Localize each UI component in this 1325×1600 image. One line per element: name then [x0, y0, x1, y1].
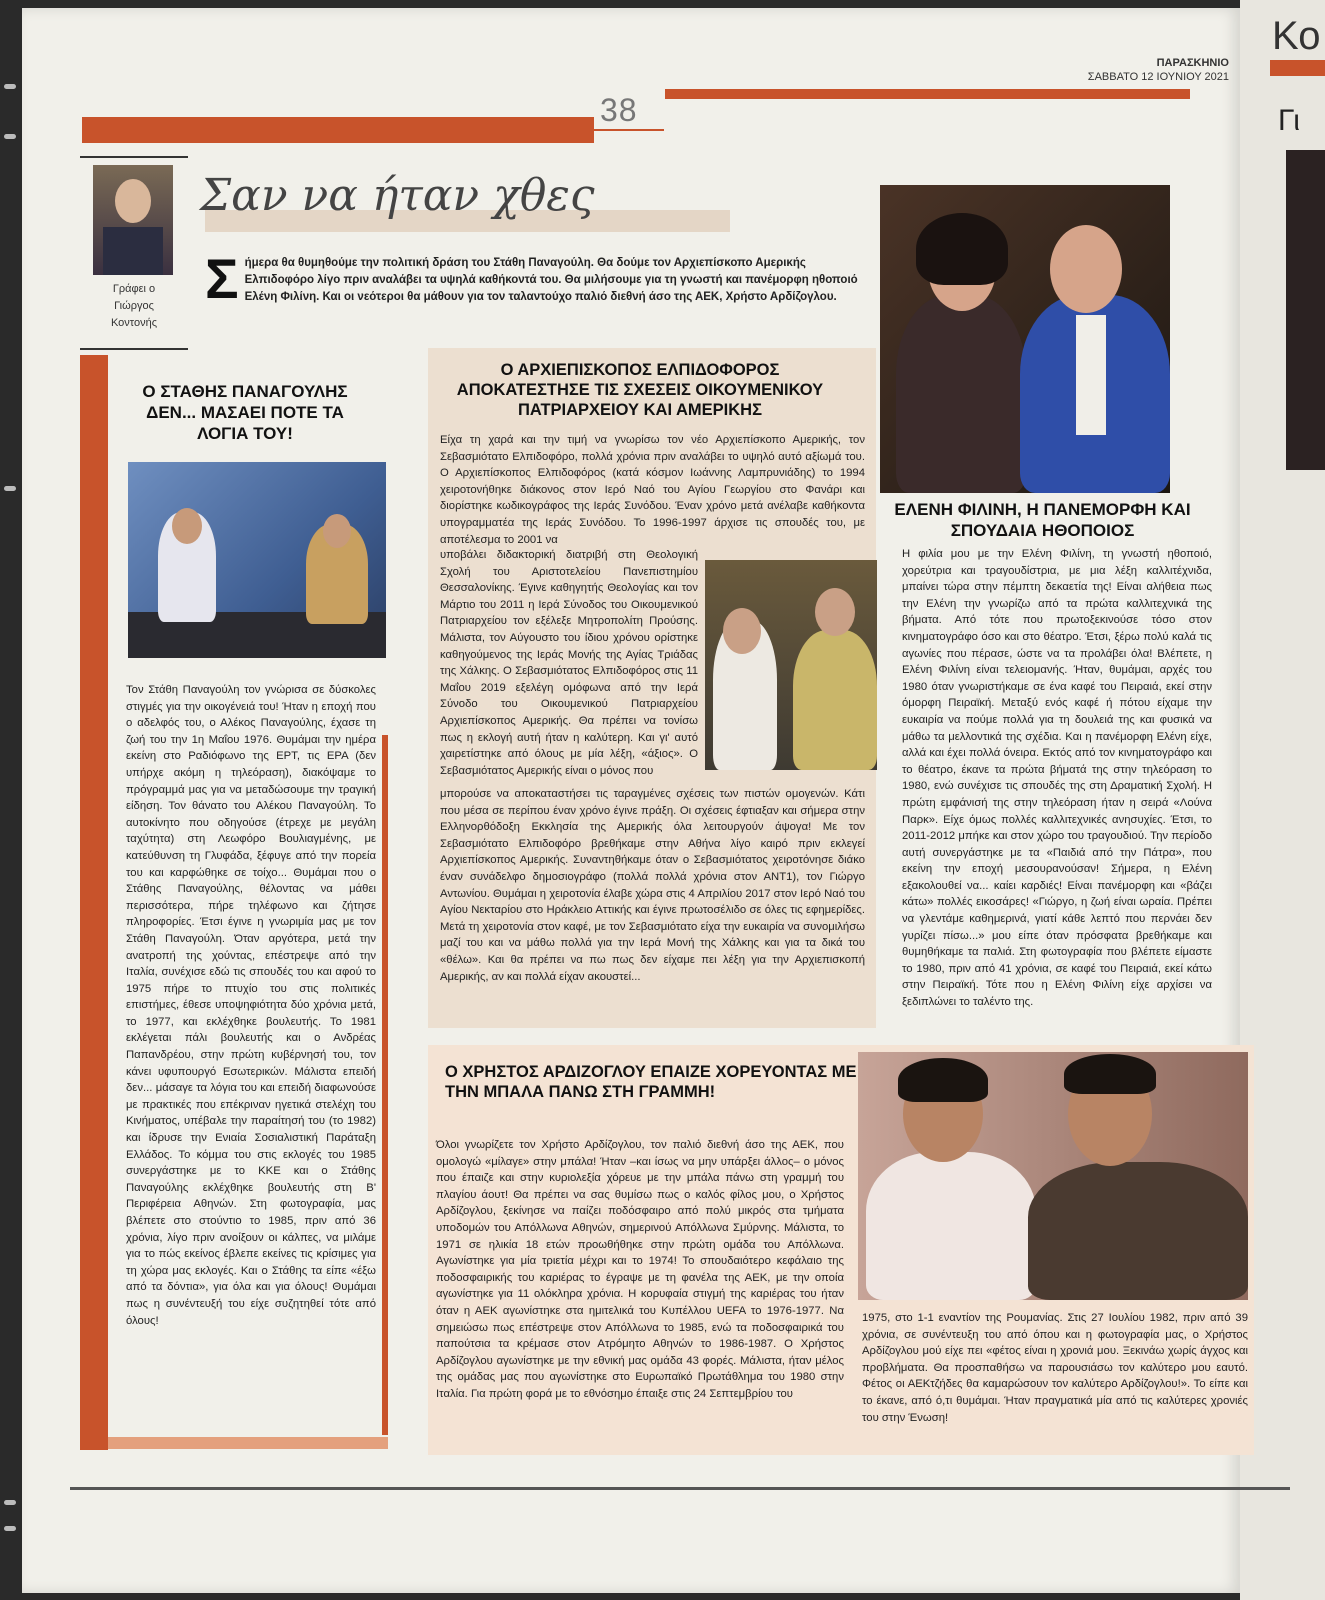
facing-page-accent-bar [1270, 60, 1325, 76]
facing-page-heading-fragment: Κο [1272, 14, 1321, 58]
header-rule-right [665, 89, 1190, 99]
article2-body-bottom: μπορούσε να αποκαταστήσει τις ταραγμένες σχέσεις των πιστών ομογενών. Κάτι που μέσα σε περίπου έναν χρόνο έγινε πράξη. Οι σχέσεις έφτιαξαν και σήμερα στην Ελληνορθόδοξη Εκκλησία της Αμερικής όλα λειτουργούν άψογα! Με τον Σεβασμιότατο Ελπιδοφόρο βρεθήκαμε στην Αθήνα λίγο καιρό πριν εκλεγεί Αρχιεπίσκοπος Αμερικής. Συναντηθήκαμε όταν ο Σεβασμιότατος χειροτόνησε διάκο έναν συνάδελφο δημοσιογράφο (πολλά πολλά χρόνια στον ΑΝΤ1), τον Γιώργο Αντωνίου. Θυμάμαι η χειροτονία έλαβε χώρα στις 4 Απριλίου 2017 στον Ιερό Ναό του Αγίου Νεκταρίου στο Ηράκλειο Αττικής και έγινε πρωτοσέλιδο σε όλες τις εφημερίδες. Μετά τη χειροτονία στον καφέ, με τον Σεβασμιότατο είχα την ευκαιρία να συνομιλήσω μαζί του και να μάθω πολλά για την Ιερά Μονή της Χάλκης και για τα δικά του «θέλω». Και θα πρέπει να πω πως δεν είχαμε πει λέξη για την Αρχιεπισκοπή Αμερικής, αν και πολλά είχαν ακουστεί... [440, 788, 865, 983]
article1-headline: Ο ΣΤΑΘΗΣ ΠΑΝΑΓΟΥΛΗΣ ΔΕΝ... ΜΑΣΑΕΙ ΠΟΤΕ ΤΑ ΛΟΓΙΑ ΤΟΥ! [142, 382, 348, 443]
man-head [1050, 225, 1122, 313]
person-left-hair [898, 1058, 988, 1102]
article2-body-side: υποβάλει διδακτορική διατριβή στη Θεολογική Σχολή του Αριστοτελείου Πανεπιστημίου Θεσσαλονίκης. Έγινε καθηγητής Θεολογίας και τον Μάρτιο του 2011 η Ιερά Σύνοδος του Οικουμενικού Πατριαρχείου τον εξέλεξε Μητροπολίτη Προύσης. Μάλιστα, τον Αύγουστο του ίδιου χρόνου ορίστηκε καθηγούμενος της Ιεράς Μονής της Αγίας Τριάδας της Χάλκης. Ο Σεβασμιότατος Ελπιδοφόρος στις 11 Μαΐου 2019 εξελέγη ομόφωνα από την Ιερά Σύνοδο του Οικουμενικού Πατριαρχείου Αρχιεπίσκοπος Αμερικής. Θα πρέπει να τονίσω πως η εκλογή αυτή ήταν η καλύτερη. Και γι' αυτό χαιρετίστηκε από όλους με μία λέξη, «άξιος». Ο Σεβασμιότατος Αμερικής είναι ο μόνος που [440, 549, 698, 777]
person-left-head [723, 608, 761, 654]
article2-photo-archbishop [705, 560, 877, 770]
facing-page-text-fragment: Γι [1278, 104, 1300, 137]
author-face [115, 179, 151, 223]
person-left [866, 1152, 1036, 1300]
article4-body-left: Όλοι γνωρίζετε τον Χρήστο Αρδίζογλου, τον παλιό διεθνή άσο της ΑΕΚ, που ομολογώ «μίλαγε» στην μπάλα! Ήταν –και ίσως να μην υπάρξει άλλος– ο μόνος που έπαιζε και στην κυριολεξία χόρευε με την μπάλα πάνω στη γραμμή του πλαγίου άουτ! Θα πρέπει να σας θυμίσω πως ο καλός φίλος μου, ο Χρήστος Αρδίζογλου, ξεκίνησε να παίζει ποδόσφαιρο από πολύ μικρός στα τμήματα υποδομών του Απόλλωνα Αθηνών, σημερινού Απόλλωνα Σμύρνης. Μάλιστα, το 1971 σε ηλικία 18 ετών προωθήθηκε στην πρώτη ομάδα του Απόλλωνα. Αγωνίστηκε για μία τριετία μέχρι και το 1974! Το σπουδαιότερο κεφάλαιο της ποδοσφαιρικής του καριέρας το έγραψε με τη φανέλα της ΑΕΚ, με την οποία αγωνίστηκε για 11 ολόκληρα χρόνια. Η κορυφαία στιγμή της καριέρας του ήταν όταν η ΑΕΚ αγωνίστηκε στα ημιτελικά του Κυπέλλου UEFA το 1976-1977. Να σημειώσω πως επέστρεψε στον Απόλλωνα το 1985, ενώ τα ποδοσφαιρικά του παπούτσια τα κρέμασε στον Ατρόμητο Αθηνών το 1986-1987. Ο Χρήστος Αρδίζογλου αγωνίστηκε με την εθνική μας ομάδα 43 φορές. Μάλιστα, ήταν μέλος της ομάδας μας που αγωνίστηκε στο Ευρωπαϊκό Πρωτάθλημα του 1980 στην Ιταλία. Για πρώτη φορά με το εθνόσημο έπαιξε στις 24 Σεπτεμβρίου του [436, 1139, 844, 1400]
frame-bar-right [382, 735, 388, 1435]
article4-headline: Ο ΧΡΗΣΤΟΣ ΑΡΔΙΖΟΓΛΟΥ ΕΠΑΙΖΕ ΧΟΡΕΥΟΝΤΑΣ ΜΕ ΤΗΝ ΜΠΑΛΑ ΠΑΝΩ ΣΤΗ ΓΡΑΜΜΗ! [445, 1063, 857, 1101]
frame-bar-left [80, 355, 108, 1450]
facing-page-photo [1286, 150, 1325, 470]
person-right-head [323, 514, 351, 548]
person-right-vestments [793, 630, 877, 770]
woman [896, 295, 1026, 493]
page-header [1088, 56, 1229, 84]
article4-photo-ardizoglou [858, 1052, 1248, 1300]
article3-body: Η φιλία μου με την Ελένη Φιλίνη, τη γνωστή ηθοποιό, χορεύτρια και τραγουδίστρια, με μια λέξη καλλιτέχνιδα, μπαίνει τώρα στην πέμπτη δεκαετία της! Είναι αλήθεια πως την Ελένη την γνωρίζω από τα πρώτα καλλιτεχνικά της βήματα. Από τότε που πρωτοξεκινούσε τόσο στον κινηματογράφο όσο και στο θέατρο. Έτσι, ξέρω πολύ καλά τις αγωνίες που πέρασε, ώστε να τα προλάβει όλα! Βλέπετε, η Ελένη Φιλίνη είναι τελειομανής. Ήταν, θυμάμαι, αρχές του 1980 όταν γνωριστήκαμε σε ένα καφέ του Πειραιά, εκεί στην όμορφη Πειραϊκή. Μεταξύ ενός καφέ ή πότου είχαμε την ευκαιρία να πούμε πολλά για τη δουλειά της και φυσικά να μάθω τα μελλοντικά της σχέδια. Και η πανέμορφη Ελένη είχε, αλλά και έχει πολλά όνειρα. Εκτός από τον κινηματογράφο και το θέατρο, έκανε τα πρώτα βήματά της στην τηλεόραση το 1980, ενώ συνέχισε τις σπουδές της στη Δραματική Σχολή. Η πρώτη εμφάνισή της στην τηλεόραση ήταν η σειρά «Λούνα Παρκ». Είχε όμως πολλές καλλιτεχνικές ανησυχίες. Έτσι, το 2011-2012 μπήκε και στον χώρο του τραγουδιού. Την περίοδο αυτή συνεργάστηκε με τα «Παιδιά από την Πάτρα», που εκείνη την εποχή μεσουρανούσαν! Σήμερα, η Ελένη εξακολουθεί να... καίει καρδιές! Είναι πανέμορφη και «βάζει κάτω» πολλές εικοσάρες! «Γιώργο, η ζωή είναι ωραία. Πρέπει να γλεντάμε καθημερινά, γιατί κάθε λεπτό που περνάει δεν γυρίζει πίσω...» μου είπε όταν πρόσφατα βρεθήκαμε και θυμηθήκαμε τα παλιά. Στη φωτογραφία που βλέπετε είμαστε το 1980, πριν από 41 χρόνια, σε καφέ του Πειραιά, εκεί κάτω στην Πειραϊκή. Τότε που η Ελένη Φιλίνη είχε αρχίσει να ξεδιπλώνει το ταλέντο της. [902, 548, 1212, 1009]
article4-body-right: 1975, στο 1-1 εναντίον της Ρουμανίας. Στις 27 Ιουλίου 1982, πριν από 39 χρόνια, σε συνέντευξη του από όπου και η φωτογραφία μας, ο Χρήστος Αρδίζογλου μού είχε πει «φέτος είναι η χρονιά μου. Ξεκινάω χωρίς άγχος και προβλήματα. Θα προσπαθήσω να παρουσιάσω τον καλύτερο μου εαυτό. Φέτος οι ΑΕΚτζήδες θα καμαρώσουν τον καλύτερο Αρδίζογλου!». Το είπε και το έκανε, από ό,τι θυμάμαι. Ήταν πραγματικά μία από τις καλύτερες χρονιές του στην Ένωση! [862, 1312, 1248, 1424]
person-left-head [172, 508, 202, 544]
author-suit [103, 227, 163, 275]
author-caption-line: Γιώργος [114, 300, 154, 312]
header-rule-thin [594, 129, 664, 131]
column-title: Σαν να ήταν χθες [200, 170, 595, 221]
page-bottom-rule [70, 1487, 1290, 1490]
header-rule-left [82, 117, 594, 143]
article1-photo-tv-studio [128, 462, 386, 658]
article1-body: Τον Στάθη Παναγούλη τον γνώρισα σε δύσκολες στιγμές για την οικογένειά του! Ήταν η εποχή που ο αδελφός του, ο Αλέκος Παναγούλης, έχασε τη ζωή του την 1η Μαΐου 1976. Θυμάμαι την ημέρα εκείνη στο Ραδιόφωνο της ΕΡΤ, τις ΕΡΑ (δεν υπήρχε ακόμη η τηλεόραση), διακόψαμε το πρόγραμμά μας για να μεταδώσουμε την τραγική είδηση. Τον θάνατο του Αλέκου Παναγούλη. Το αυτοκίνητο που οδηγούσε (έτρεχε με μεγάλη ταχύτητα) στη Λεωφόρο Βουλιαγμένης, με κατεύθυνση τη Γλυφάδα, ξέφυγε από την πορεία του και καρφώθηκε σε τοίχο... Θυμάμαι που ο Στάθης Παναγούλης, θέλοντας να μάθει περισσότερα, πήρε τηλέφωνο και ζήτησε πληροφορίες. Έτσι έγινε η γνωριμία μας με τον Στάθη Παναγούλη. Όταν αργότερα, μετά την ανατροπή της χούντας, επέστρεψε από την Ιταλία, συνέχισε εδώ τις σπουδές του και αφού το 1975 πήρε το πτυχίο του στις πολιτικές επιστήμες, έθεσε υποψηφιότητα δύο χρόνια μετά, το 1977, και εκλέχθηκε βουλευτής. Το 1981 εκλέγεται πάλι βουλευτής και ο Ανδρέας Παπανδρέου, στην πρώτη κυβέρνησή του, τον κάνει υφυπουργό Εσωτερικών. Μάλιστα επειδή δεν... μάσαγε τα λόγια του και επειδή διαφωνούσε με πρακτικές που επέκριναν ηγετικά στελέχη του Κινήματος, υπέβαλε την παραίτησή του (το 1982) και ίδρυσε την Ενιαία Σοσιαλιστική Παράταξη Ελλάδος. Το κόμμα του στις εκλογές του 1985 συνεργάστηκε με το ΚΚΕ και ο Στάθης Παναγούλης εκλέχθηκε βουλευτής στη Β' Περιφέρεια Αθηνών. Στη φωτογραφία, μας βλέπετε στο στούντιο το 1985, πριν από 36 χρόνια, λίγο πριν ανοίξουν οι κάλπες, να μιλάμε για το πώς εκείνος έβλεπε εκείνες τις κρίσιμες για τη χώρα μας εκλογές. Και ο Στάθης τα είπε «έξω από τα δόντια», για όλα και για όλους! Θυμάμαι πως η συνέντευξή του είχε συζητηθεί τότε από όλους! [126, 684, 376, 1327]
person-right-hair [1064, 1054, 1156, 1094]
article3-photo-eleni-filini [880, 185, 1170, 493]
section-name: ΠΑΡΑΣΚΗΝΙΟ [1156, 57, 1229, 69]
author-caption-line: Κοντονής [110, 317, 158, 329]
column-intro [205, 247, 865, 310]
article2-body-top: Είχα τη χαρά και την τιμή να γνωρίσω τον νέο Αρχιεπίσκοπο Αμερικής, τον Σεβασμιότατο Ελπιδοφόρο, πολλά χρόνια πριν αναλάβει το υψηλό αυτό αξίωμά του. Ο Αρχιεπίσκοπος Ελπιδοφόρος (κατά κόσμον Ιωάννης Λαμπρυνιάδης) το 1994 χειροτονήθηκε διάκονος στον Ιερό Ναό του Αγίου Γεωργίου στο Φανάρι και διορίστηκε κωδικογράφος της Ιεράς Συνόδου. Έναν χρόνο μετά ανέλαβε καθήκοντα υπογραμματέα της Ιεράς Συνόδου. Το 1996-1997 άρχισε τις σπουδές του, με αποτέλεσμα το 2001 να [440, 434, 865, 546]
frame-bar-bottom [108, 1437, 388, 1449]
article3-headline: ΕΛΕΝΗ ΦΙΛΙΝΗ, Η ΠΑΝΕΜΟΡΦΗ ΚΑΙ ΣΠΟΥΔΑΙΑ ΗΘΟΠΟΙΟΣ [894, 500, 1191, 540]
author-caption [80, 281, 188, 332]
intro-text: ήμερα θα θυμηθούμε την πολιτική δράση του Στάθη Παναγούλη. Θα δούμε τον Αρχιεπίσκοπο Αμερικής Ελπιδοφόρο λίγο πριν αναλάβει τα υψηλά καθήκοντά του. Θα μιλήσουμε για τη γνωστή και πανέμορφη ηθοποιό Ελένη Φιλίνη. Και οι νεότεροι θα μάθουν για τον ταλαντούχο παλιό διεθνή άσο της ΑΕΚ, Χρήστο Αρδίζογλου. [244, 257, 858, 303]
author-photo [93, 165, 173, 275]
author-caption-line: Γράφει ο [112, 283, 156, 295]
issue-date: ΣΑΒΒΑΤΟ 12 ΙΟΥΝΙΟΥ 2021 [1087, 71, 1229, 83]
page-number: 38 [600, 92, 638, 128]
person-right-head [815, 588, 855, 636]
intro-dropcap: Σ [205, 247, 239, 310]
woman-hair [916, 213, 1008, 285]
article2-headline: Ο ΑΡΧΙΕΠΙΣΚΟΠΟΣ ΕΛΠΙΔΟΦΟΡΟΣ ΑΠΟΚΑΤΕΣΤΗΣΕ ΤΙΣ ΣΧΕΣΕΙΣ ΟΙΚΟΥΜΕΝΙΚΟΥ ΠΑΤΡΙΑΡΧΕΙΟΥ ΚΑΙ ΑΜΕΡΙΚΗΣ [456, 361, 824, 419]
man-shirt [1076, 315, 1106, 435]
person-right-jacket [1028, 1162, 1248, 1300]
